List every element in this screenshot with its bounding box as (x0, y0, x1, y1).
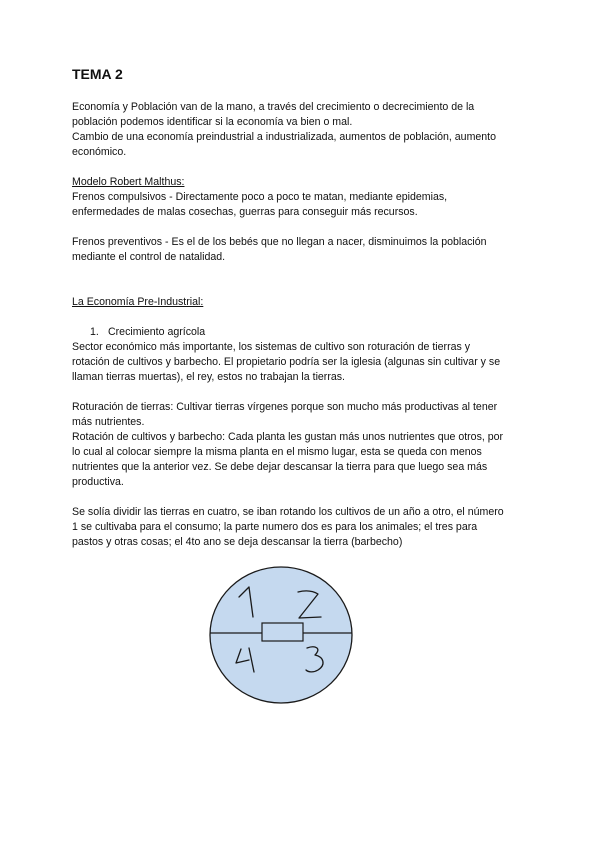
sector-paragraph (72, 340, 542, 385)
text-line: productiva. (72, 476, 124, 488)
text-line: nutrientes que la anterior vez. Se debe dejar descansar la tierra para que luego sea más (72, 461, 488, 473)
text-line: mediante el control de natalidad. (72, 251, 226, 263)
text-line: Roturación de tierras: Cultivar tierras vírgenes porque son mucho más productivas al tener (72, 401, 498, 413)
text-line: Sector económico más importante, los sistemas de cultivo son roturación de tierras y (72, 341, 471, 353)
text-line: Se solía dividir las tierras en cuatro, se iban rotando los cultivos de un año a otro, el número (72, 506, 504, 518)
list-item (72, 325, 542, 340)
text-line: Frenos compulsivos - Directamente poco a poco te matan, mediante epidemias, (72, 191, 448, 203)
text-line: Frenos preventivos - Es el de los bebés que no llegan a nacer, disminuimos la población (72, 236, 487, 248)
text-line: más nutrientes. (72, 416, 145, 428)
frenos-preventivos-paragraph (72, 235, 542, 265)
list-label: Crecimiento agrícola (108, 326, 206, 338)
text-line: Rotación de cultivos y barbecho: Cada planta les gustan más unos nutrientes que otros, por (72, 431, 504, 443)
preindustrial-heading: La Economía Pre-Industrial: (72, 296, 204, 308)
division-paragraph (72, 505, 542, 550)
roturacion-paragraph (72, 400, 542, 430)
text-line: lo cual al colocar siempre la misma planta en el mismo lugar, esta se queda con menos (72, 446, 482, 458)
text-line: población podemos identificar si la economía va bien o mal. (72, 116, 353, 128)
text-line: pastos y otras cosas; el 4to ano se deja descansar la tierra (barbecho) (72, 536, 403, 548)
text-line: Cambio de una economía preindustrial a industrializada, aumentos de población, aumento (72, 131, 497, 143)
diagram-svg (205, 562, 357, 708)
crop-rotation-diagram (205, 562, 357, 708)
malthus-heading: Modelo Robert Malthus: (72, 176, 185, 188)
intro-paragraph (72, 100, 542, 160)
text-line: Economía y Población van de la mano, a través del crecimiento o decrecimiento de la (72, 101, 475, 113)
rotacion-paragraph (72, 430, 542, 490)
center-rectangle (262, 623, 303, 641)
text-line: llaman tierras muertas), el rey, estos no trabajan la tierras. (72, 371, 345, 383)
frenos-compulsivos-paragraph (72, 190, 542, 220)
list-number: 1. (90, 326, 99, 338)
page-title: TEMA 2 (72, 66, 123, 82)
text-line: 1 se cultivaba para el consumo; la parte numero dos es para los animales; el tres para (72, 521, 478, 533)
document-page (72, 66, 542, 550)
text-line: rotación de cultivos y barbecho. El propietario podría ser la iglesia (algunas sin cultivar y se (72, 356, 501, 368)
text-line: económico. (72, 146, 127, 158)
text-line: enfermedades de malas cosechas, guerras para conseguir más recursos. (72, 206, 418, 218)
